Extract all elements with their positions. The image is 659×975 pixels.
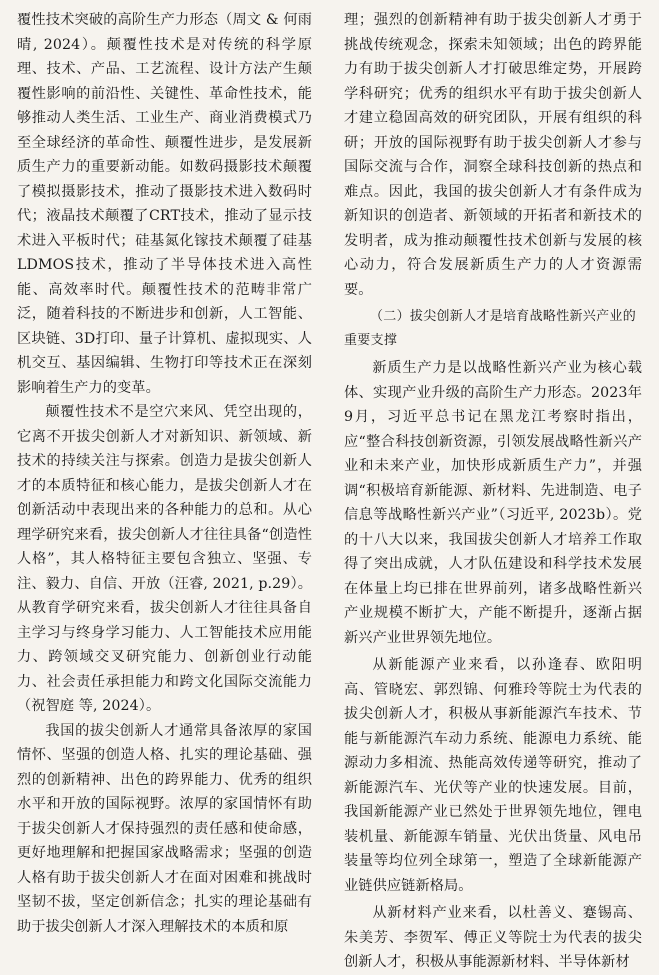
right-column bbox=[344, 8, 642, 975]
paragraph-strategic-industries: 新质生产力是以战略性新兴产业为核心载体、实现产业升级的高阶生产力形态。2023年9月，习近平总书记在黑龙江考察时指出，应“整合科技创新资源，引领发展战略性新兴产业和未来产业，加快形成新质生产力”，并强调“积极培育新能源、新材料、先进制造、电子信息等战略性新兴产业”（习近平, 2023b）。党的十八大以来，我国拔尖创新人才培养工作取得了突出成就，人才队伍建设和科学技术发展在体量上均已排在世界前列，诸多战略性新兴产业规模不断扩大，产能不断提升，逐渐占据新兴产业世界领先地位。 bbox=[344, 360, 642, 646]
paragraph-new-materials: 从新材料产业来看，以杜善义、蹇锡高、朱美芳、李贺军、傅正义等院士为代表的拔尖创新人才，积极从事能源新材料、半导体新材 bbox=[344, 905, 642, 970]
paragraph-disruptive-tech: 覆性技术突破的高阶生产力形态（周文 & 何雨晴, 2024）。颠覆性技术是对传统的科学原理、技术、产品、工艺流程、设计方法产生颠覆性影响的前沿性、关键性、革命性技术，能够推动人类生活、工业生产、商业消费模式乃至全球经济的革命性、颠覆性进步，是发展新质生产力的重要新动能。如数码摄影技术颠覆了模拟摄影技术，推动了摄影技术进入数码时代；液晶技术颠覆了CRT技术，推动了显示技术进入平板时代；硅基氮化镓技术颠覆了硅基LDMOS技术，推动了半导体技术进入高性能、高效率时代。颠覆性技术的范畴非常广泛，随着科技的不断进步和创新，人工智能、区块链、3D打印、量子计算机、虚拟现实、人机交互、基因编辑、生物打印等技术正在深刻影响着生产力的变革。 bbox=[17, 12, 312, 396]
left-column bbox=[17, 8, 312, 939]
paragraph-creativity: 颠覆性技术不是空穴来风、凭空出现的，它离不开拔尖创新人才对新知识、新领域、新技术的持续关注与探索。创造力是拔尖创新人才的本质特征和核心能力，是拔尖创新人才在创新活动中表现出来的各种能力的总和。从心理学研究来看，拔尖创新人才往往具备“创造性人格”，其人格特征主要包含独立、坚强、专注、毅力、自信、开放（汪睿, 2021, p.29）。从教育学研究来看，拔尖创新人才往往具备自主学习与终身学习能力、人工智能技术应用能力、跨领域交叉研究能力、创新创业行动能力、社会责任承担能力和跨文化国际交流能力（祝智庭 等, 2024）。 bbox=[17, 404, 312, 714]
paragraph-talent-traits-continued: 理；强烈的创新精神有助于拔尖创新人才勇于挑战传统观念，探索未知领域；出色的跨界能力有助于拔尖创新人才打破思维定势，开展跨学科研究；优秀的组织水平有助于拔尖创新人才建立稳固高效的研究团队，开展有组织的科研；开放的国际视野有助于拔尖创新人才参与国际交流与合作，洞察全球科技创新的热点和难点。因此，我国的拔尖创新人才有条件成为新知识的创造者、新领域的开拓者和新技术的发明者，成为推动颠覆性技术创新与发展的核心动力，符合发展新质生产力的人才资源需要。 bbox=[344, 12, 642, 298]
paragraph-new-energy: 从新能源产业来看，以孙逢春、欧阳明高、管晓宏、郭烈锦、何雅玲等院士为代表的拔尖创新人才，积极从事新能源汽车技术、节能与新能源汽车动力系统、能源电力系统、能源动力多相流、热能高效传递等研究，推动了新能源汽车、光伏等产业的快速发展。目前，我国新能源产业已然处于世界领先地位，锂电装机量、新能源车销量、光伏出货量、风电吊装量等均位列全球第一，塑造了全球新能源产业链供应链新格局。 bbox=[344, 657, 642, 894]
section-heading: （二）拔尖创新人才是培育战略性新兴产业的重要支撑 bbox=[344, 309, 637, 348]
paragraph-talent-traits: 我国的拔尖创新人才通常具备浓厚的家国情怀、坚强的创造人格、扎实的理论基础、强烈的创新精神、出色的跨界能力、优秀的组织水平和开放的国际视野。浓厚的家国情怀有助于拔尖创新人才保持强烈的责任感和使命感，更好地理解和把握国家战略需求；坚强的创造人格有助于拔尖创新人才在面对困难和挑战时坚韧不拔，坚定创新信念；扎实的理论基础有助于拔尖创新人才深入理解技术的本质和原 bbox=[17, 722, 312, 935]
